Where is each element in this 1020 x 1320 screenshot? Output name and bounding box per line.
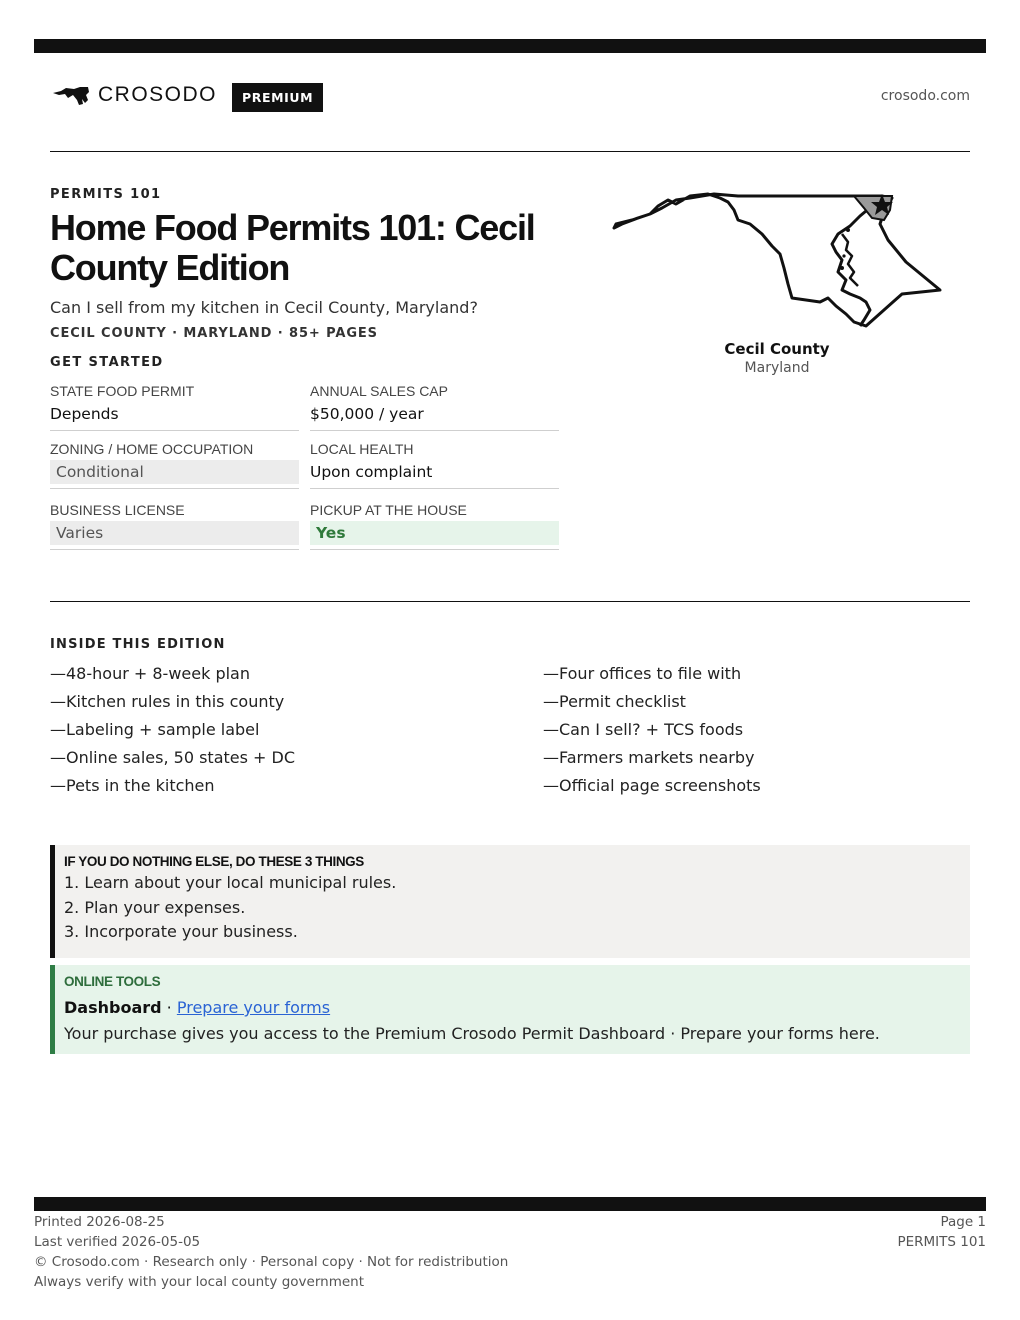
toc-item: —Online sales, 50 states + DC xyxy=(50,748,296,767)
map-state-label: Maryland xyxy=(744,360,810,376)
fact-local-health xyxy=(310,439,559,489)
top-bar xyxy=(34,39,986,53)
fact-divider xyxy=(310,488,559,489)
fact-divider xyxy=(50,488,299,489)
map-county-label: Cecil County xyxy=(724,340,830,358)
maryland-silhouette-icon xyxy=(52,86,90,106)
tools-line xyxy=(64,996,970,1021)
fact-label: ZONING / HOME OCCUPATION xyxy=(50,441,254,457)
fact-divider xyxy=(310,430,559,431)
printed-date: Printed 2026-08-25 xyxy=(34,1214,165,1230)
fact-pickup-at-house xyxy=(310,500,559,550)
prepare-forms-link[interactable]: Prepare your forms xyxy=(176,998,331,1017)
brand-name: CROSODO xyxy=(98,83,218,106)
toc-item: —Labeling + sample label xyxy=(50,720,260,739)
fact-divider xyxy=(310,549,559,550)
toc-item: —Permit checklist xyxy=(543,692,686,711)
verified-date: Last verified 2026-05-05 xyxy=(34,1234,201,1250)
fact-value: Varies xyxy=(50,521,299,545)
fact-label: LOCAL HEALTH xyxy=(310,441,414,457)
section-rule xyxy=(50,601,970,602)
footer-right xyxy=(897,1212,986,1252)
essentials-step: 3. Incorporate your business. xyxy=(64,922,298,941)
fact-value: Upon complaint xyxy=(310,463,433,481)
fact-annual-sales-cap xyxy=(310,381,559,431)
footer-section: PERMITS 101 xyxy=(897,1234,986,1250)
toc-heading: INSIDE THIS EDITION xyxy=(50,637,226,652)
fact-business-license xyxy=(50,500,299,550)
get-started-heading: GET STARTED xyxy=(50,355,164,370)
toc-left-column xyxy=(50,662,490,802)
dashboard-label: Dashboard xyxy=(64,998,162,1017)
fact-state-food-permit xyxy=(50,381,299,431)
fact-label: STATE FOOD PERMIT xyxy=(50,383,195,399)
essentials-step: 2. Plan your expenses. xyxy=(64,897,246,917)
footer-left xyxy=(34,1212,508,1292)
map-caption xyxy=(676,340,878,376)
toc-item: —Official page screenshots xyxy=(543,776,761,795)
maryland-map-svg xyxy=(610,190,946,332)
fact-value: $50,000 / year xyxy=(310,405,424,423)
fact-label: ANNUAL SALES CAP xyxy=(310,383,448,399)
fact-divider xyxy=(50,549,299,550)
tools-description: Your purchase gives you access to the Premium Crosodo Permit Dashboard · Prepare your forms here. xyxy=(64,1024,880,1043)
essentials-step: 1. Learn about your local municipal rules. xyxy=(64,873,397,892)
fact-zoning xyxy=(50,439,299,489)
page-number: Page 1 xyxy=(940,1214,986,1230)
verify-disclaimer: Always verify with your local county government xyxy=(34,1274,364,1290)
maryland-outline xyxy=(614,194,940,326)
online-tools-callout xyxy=(50,965,970,1054)
essentials-heading: IF YOU DO NOTHING ELSE, DO THESE 3 THINGS xyxy=(64,854,364,869)
fact-label: PICKUP AT THE HOUSE xyxy=(310,502,467,518)
site-url: crosodo.com xyxy=(880,88,970,104)
fact-value: Conditional xyxy=(50,460,299,484)
toc-item: —Pets in the kitchen xyxy=(50,776,215,795)
toc-item: —48-hour + 8-week plan xyxy=(50,664,250,683)
fact-value: Yes xyxy=(310,521,559,545)
header-rule xyxy=(50,151,970,152)
online-tools-heading: ONLINE TOOLS xyxy=(64,974,161,989)
premium-badge: PREMIUM xyxy=(232,83,323,112)
section-kicker: PERMITS 101 xyxy=(50,187,162,202)
toc-item: —Farmers markets nearby xyxy=(543,748,755,767)
county-map xyxy=(610,190,946,332)
page-subtitle: Can I sell from my kitchen in Cecil County, Maryland? xyxy=(50,298,478,317)
page-header xyxy=(50,80,970,114)
fact-divider xyxy=(50,430,299,431)
page-title: Home Food Permits 101: Cecil County Edition xyxy=(50,207,535,288)
copyright-notice: © Crosodo.com · Research only · Personal copy · Not for redistribution xyxy=(34,1254,509,1270)
edition-meta: CECIL COUNTY · MARYLAND · 85+ PAGES xyxy=(50,326,378,341)
toc-right-column xyxy=(543,662,983,802)
toc-item: —Four offices to file with xyxy=(543,664,742,683)
toc-item: —Kitchen rules in this county xyxy=(50,692,285,711)
tools-separator: · xyxy=(161,998,177,1017)
toc-item: —Can I sell? + TCS foods xyxy=(543,720,744,739)
essentials-callout xyxy=(50,845,970,958)
fact-label: BUSINESS LICENSE xyxy=(50,502,185,518)
fact-value: Depends xyxy=(50,405,119,423)
bottom-bar xyxy=(34,1197,986,1211)
